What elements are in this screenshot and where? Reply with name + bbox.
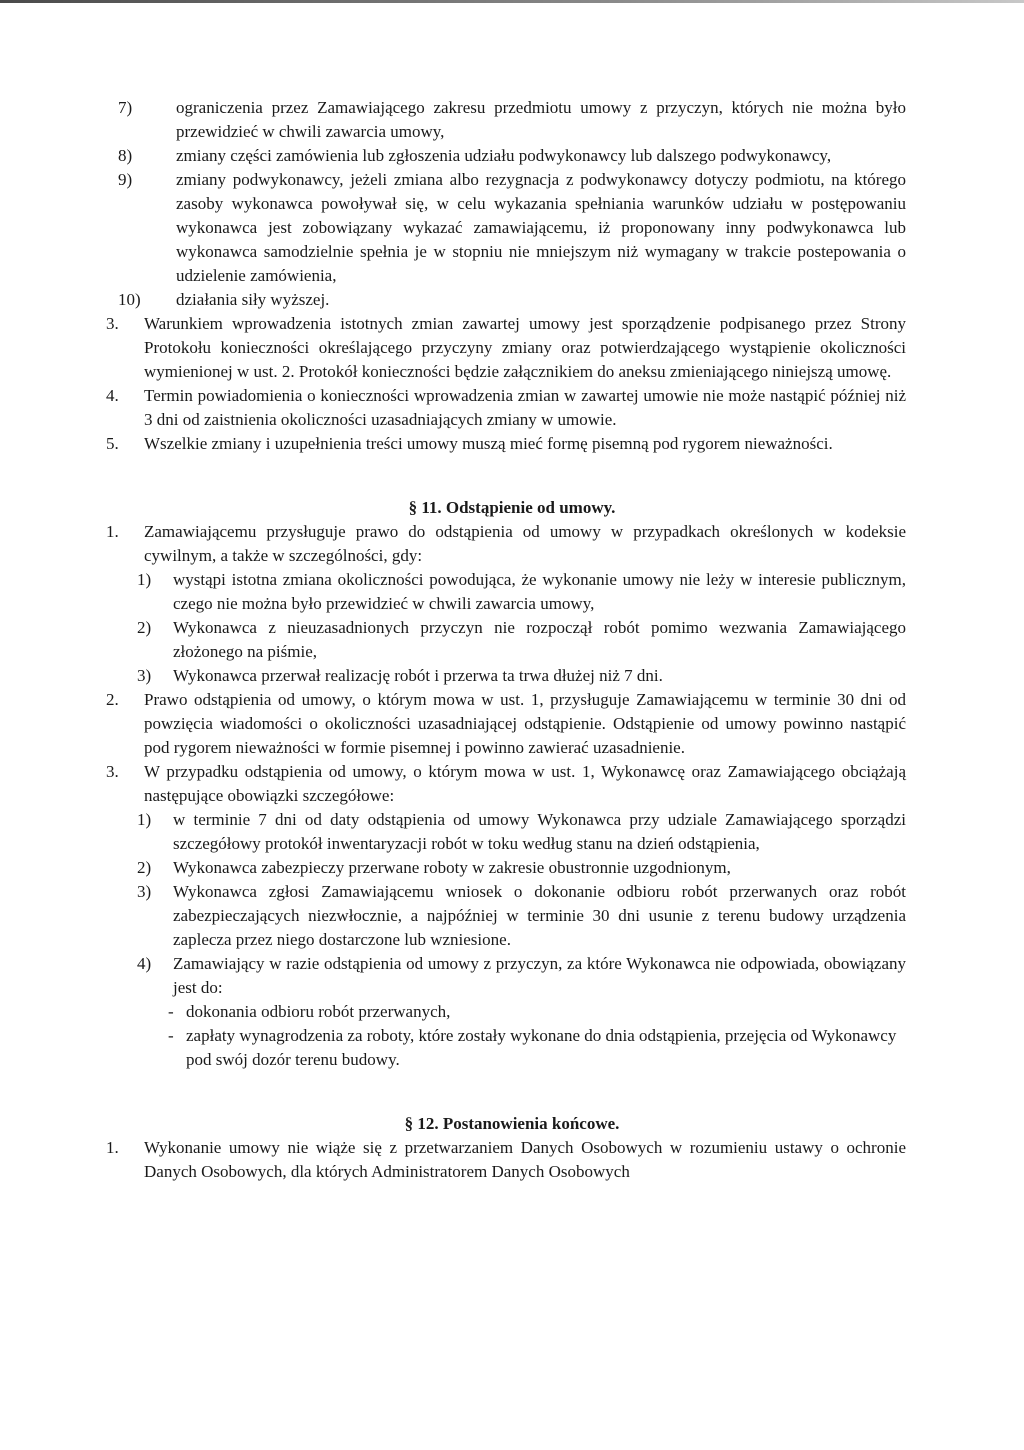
paragraph xyxy=(106,688,906,760)
list-item-text: Wykonawca zgłosi Zamawiającemu wniosek o dokonanie odbioru robót przerwanych oraz robót zabezpieczających niezwłocznie, a najpóźniej w terminie 30 dni usunie z terenu budowy urządzenia zaplecza przez niego dostarczone lub wzniesione. xyxy=(173,882,906,949)
list-item-number: 9) xyxy=(118,170,133,189)
list-item xyxy=(137,952,906,1000)
list-item-number: 3) xyxy=(137,666,152,685)
dash-bullet: - xyxy=(168,1026,174,1045)
dash-item-text: zapłaty wynagrodzenia za roboty, które zostały wykonane do dnia odstąpienia, przejęcia od Wykonawcy pod swój dozór terenu budowy. xyxy=(186,1026,897,1069)
list-item-text: ograniczenia przez Zamawiającego zakresu przedmiotu umowy z przyczyn, których nie można było przewidzieć w chwili zawarcia umowy, xyxy=(176,98,906,141)
list-item xyxy=(137,808,906,856)
paragraph-text: Termin powiadomienia o konieczności wprowadzenia zmian w zawartej umowie nie może nastąpić później niż 3 dni od zaistnienia okoliczności uzasadniających zmiany w umowie. xyxy=(144,386,906,429)
list-item xyxy=(137,616,906,664)
list-item-text: Wykonawca zabezpieczy przerwane roboty w zakresie obustronnie uzgodnionym, xyxy=(173,858,731,877)
paragraph-text: W przypadku odstąpienia od umowy, o którym mowa w ust. 1, Wykonawcę oraz Zamawiającego obciążają następujące obowiązki szczegółowe: xyxy=(144,762,906,805)
list-item-number: 4) xyxy=(137,954,152,973)
paragraph-number: 4. xyxy=(106,386,119,405)
dash-bullet: - xyxy=(168,1002,174,1021)
paragraph-number: 1. xyxy=(106,1138,119,1157)
list-item-text: zmiany podwykonawcy, jeżeli zmiana albo rezygnacja z podwykonawcy dotyczy podmiotu, na którego zasoby wykonawca powoływał się, w celu wykazania spełniania warunków udziału w postępowaniu wykonawca jest zobowiązany wykazać zamawiającemu, iż proponowany inny podwykonawca lub wykonawca samodzielnie spełnia je w stopniu nie mniejszym niż wymagany w trakcie postepowania o udzielenie zamówienia, xyxy=(176,170,906,285)
list-item xyxy=(137,568,906,616)
list-item xyxy=(118,168,906,288)
paragraph xyxy=(106,312,906,384)
list-item-text: Wykonawca przerwał realizację robót i przerwa ta trwa dłużej niż 7 dni. xyxy=(173,666,663,685)
section-heading: § 12. Postanowienia końcowe. xyxy=(404,1114,620,1133)
list-item-number: 2) xyxy=(137,858,152,877)
scan-edge xyxy=(0,0,1024,3)
paragraph-text: Warunkiem wprowadzenia istotnych zmian zawartej umowy jest sporządzenie podpisanego przez Strony Protokołu konieczności określającego przyczyny zmiany oraz potwierdzającego wystąpienie okoliczności wymienionej w ust. 2. Protokół konieczności będzie załącznikiem do aneksu zmieniającego niniejszą umowę. xyxy=(144,314,906,381)
list-item-text: Zamawiający w razie odstąpienia od umowy z przyczyn, za które Wykonawca nie odpowiada, obowiązany jest do: xyxy=(173,954,906,997)
paragraph xyxy=(106,432,906,456)
dash-item xyxy=(168,1024,906,1072)
list-item-number: 10) xyxy=(118,290,141,309)
paragraph-number: 3. xyxy=(106,314,119,333)
paragraph-number: 2. xyxy=(106,690,119,709)
list-item-number: 7) xyxy=(118,98,133,117)
dash-item xyxy=(168,1000,906,1024)
list-item-number: 2) xyxy=(137,618,152,637)
list-item xyxy=(137,856,906,880)
list-item-text: wystąpi istotna zmiana okoliczności powodująca, że wykonanie umowy nie leży w interesie publicznym, czego nie można było przewidzieć w chwili zawarcia umowy, xyxy=(173,570,906,613)
paragraph-number: 3. xyxy=(106,762,119,781)
list-item-number: 1) xyxy=(137,570,152,589)
dash-item-text: dokonania odbioru robót przerwanych, xyxy=(186,1002,451,1021)
list-item-text: Wykonawca z nieuzasadnionych przyczyn nie rozpoczął robót pomimo wezwania Zamawiającego złożonego na piśmie, xyxy=(173,618,906,661)
list-item-number: 8) xyxy=(118,146,133,165)
list-item xyxy=(137,880,906,952)
list-item-text: zmiany części zamówienia lub zgłoszenia udziału podwykonawcy lub dalszego podwykonawcy, xyxy=(176,146,832,165)
paragraph-number: 5. xyxy=(106,434,119,453)
list-item-number: 1) xyxy=(137,810,152,829)
paragraph-text: Zamawiającemu przysługuje prawo do odstąpienia od umowy w przypadkach określonych w kodeksie cywilnym, a także w szczególności, gdy: xyxy=(144,522,906,565)
list-item-text: w terminie 7 dni od daty odstąpienia od umowy Wykonawca przy udziale Zamawiającego sporządzi szczegółowy protokół inwentaryzacji robót w toku według stanu na dzień odstąpienia, xyxy=(173,810,906,853)
document-page xyxy=(0,96,1024,1184)
list-item-text: działania siły wyższej. xyxy=(176,290,330,309)
paragraph-text: Wykonanie umowy nie wiąże się z przetwarzaniem Danych Osobowych w rozumieniu ustawy o ochronie Danych Osobowych, dla których Administratorem Danych Osobowych xyxy=(144,1138,906,1181)
list-item xyxy=(118,288,906,312)
paragraph xyxy=(106,760,906,808)
list-item xyxy=(137,664,906,688)
list-item-number: 3) xyxy=(137,882,152,901)
paragraph xyxy=(106,384,906,432)
paragraph xyxy=(106,1136,906,1184)
list-item xyxy=(118,96,906,144)
section-heading: § 11. Odstąpienie od umowy. xyxy=(408,498,616,517)
paragraph xyxy=(106,520,906,568)
list-item xyxy=(118,144,906,168)
paragraph-text: Prawo odstąpienia od umowy, o którym mowa w ust. 1, przysługuje Zamawiającemu w terminie 30 dni od powzięcia wiadomości o okoliczności uzasadniającej odstąpienie. Odstąpienie od umowy powinno nastąpić pod rygorem nieważności w formie pisemnej i powinno zawierać uzasadnienie. xyxy=(144,690,906,757)
paragraph-text: Wszelkie zmiany i uzupełnienia treści umowy muszą mieć formę pisemną pod rygorem nieważności. xyxy=(144,434,833,453)
paragraph-number: 1. xyxy=(106,522,119,541)
